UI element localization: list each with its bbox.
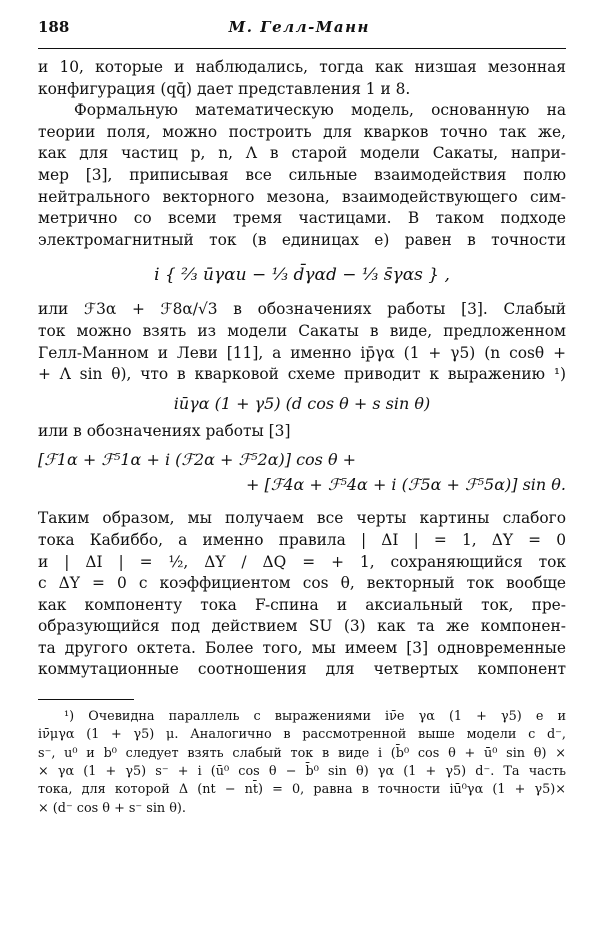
footnote-line: тока, для которой Δ (nt − nt̄) = 0, равна в точности iū⁰γα (1 + γ5)× <box>38 782 566 798</box>
text-line: или ℱ3α + ℱ8α/√3 в обозначениях работы [3]. Слабый <box>38 300 566 319</box>
footnote-divider <box>38 699 134 700</box>
text-line: коммутационные соотношения для четвертых компонент <box>38 660 566 679</box>
text-line: как для частиц p, n, Λ в старой модели Сакаты, напри- <box>38 144 566 163</box>
page-number: 188 <box>38 18 70 36</box>
running-head-author: М. Гелл-Манн <box>228 18 370 36</box>
page <box>38 18 566 818</box>
text-line: мер [3], приписывая все сильные взаимодействия полю <box>38 165 566 184</box>
paragraph-5 <box>38 508 566 681</box>
text-line: Гелл-Манном и Леви [11], а именно ip̄γα (1 + γ5) (n cosθ + <box>38 343 566 362</box>
footnote-line: ¹) Очевидна параллель с выражениями iν̄e γα (1 + γ5) e и <box>64 709 566 725</box>
text-line: электромагнитный ток (в единицах e) равен в точности <box>38 230 566 249</box>
text-line: та другого октета. Более того, мы имеем [3] одновременные <box>38 638 566 657</box>
text-line: нейтрального векторного мезона, взаимодействующего сим- <box>38 187 566 206</box>
paragraph-2 <box>38 100 566 251</box>
text-line: Таким образом, мы получаем все черты картины слабого <box>38 509 566 528</box>
formula-current-components-line1: [ℱ1α + ℱ⁵1α + i (ℱ2α + ℱ⁵2α)] cos θ + <box>38 450 357 470</box>
formula-electromagnetic-current: i { ⅔ ūγαu − ⅓ d̄γαd − ⅓ s̄γαs } , <box>154 265 450 286</box>
running-head <box>38 18 566 49</box>
text-line: с ΔY = 0 с коэффициентом cos θ, векторный ток вообще <box>38 574 566 593</box>
text-line: образующийся под действием SU (3) как та же компонен- <box>38 617 566 636</box>
text-line: Формальную математическую модель, основанную на <box>74 101 566 120</box>
text-line: + Λ sin θ), что в кварковой схеме приводит к выражению ¹) <box>38 365 566 384</box>
text-line: конфигурация (qq̄) дает представления 1 и 8. <box>38 79 411 98</box>
footnote-line: × (d⁻ cos θ + s⁻ sin θ). <box>38 800 186 816</box>
text-line: ток можно взять из модели Сакаты в виде, предложенном <box>38 321 566 340</box>
text-line: метрично со всеми тремя частицами. В таком подходе <box>38 209 566 228</box>
paragraph-4 <box>38 421 566 443</box>
text-line: и 10, которые и наблюдались, тогда как низшая мезонная <box>38 58 566 76</box>
text-line: и | ΔI | = ½, ΔY / ΔQ = + 1, сохраняющийся ток <box>38 552 566 571</box>
footnote <box>38 708 566 818</box>
formula-current-components-line2: + [ℱ4α + ℱ⁵4α + i (ℱ5α + ℱ⁵5α)] sin θ. <box>246 475 566 495</box>
formula-quark-weak-current: iūγα (1 + γ5) (d cos θ + s sin θ) <box>173 393 431 413</box>
paragraph-3 <box>38 299 566 385</box>
text-line: как компоненту тока F-спина и аксиальный ток, пре- <box>38 595 566 614</box>
footnote-line: iν̄μγα (1 + γ5) μ. Аналогично в рассмотренной выше модели с d⁻, <box>38 727 566 743</box>
paragraph-1 <box>38 57 566 100</box>
text-line: тока Кабиббо, а именно правила | ΔI | = 1, ΔY = 0 <box>38 530 566 549</box>
footnote-line: s⁻, u⁰ и b⁰ следует взять слабый ток в виде i (b̄⁰ cos θ + ū⁰ sin θ) × <box>38 745 566 761</box>
footnote-line: × γα (1 + γ5) s⁻ + i (ū⁰ cos θ − b̄⁰ sin θ) γα (1 + γ5) d⁻. Та часть <box>38 763 566 779</box>
text-line: или в обозначениях работы [3] <box>38 421 291 440</box>
text-line: теории поля, можно построить для кварков точно так же, <box>38 122 566 141</box>
